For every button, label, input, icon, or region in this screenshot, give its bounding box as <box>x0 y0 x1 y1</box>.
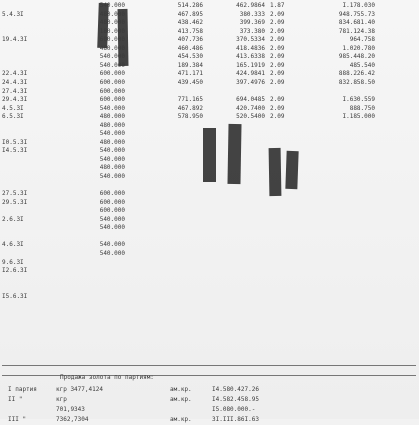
summary-cell-b: 701,9343 <box>56 406 85 413</box>
ledger-cell-date: 19.4.3I <box>2 36 28 44</box>
ledger-row <box>0 182 419 190</box>
ledger-cell-v1: 438.462 <box>177 19 203 27</box>
ledger-cell-amt: 888.226.42 <box>338 70 375 78</box>
ledger-row <box>0 199 419 207</box>
ledger-cell-v1: 407.736 <box>177 36 203 44</box>
ledger-row <box>0 62 419 70</box>
ledger-cell-qty: 540.000 <box>99 2 125 9</box>
ledger-cell-qty: 600.000 <box>99 70 125 78</box>
summary-cell-c: ам.кр. <box>170 416 192 423</box>
ledger-cell-qty: 480.000 <box>99 10 125 18</box>
ledger-cell-amt: 964.758 <box>349 36 375 44</box>
summary-row <box>0 415 419 425</box>
ledger-cell-qty: 480.000 <box>99 19 125 27</box>
ledger-cell-qty: 600.000 <box>99 207 125 215</box>
ledger-cell-amt: 985.448.20 <box>338 53 375 61</box>
summary-row <box>0 395 419 405</box>
ledger-cell-amt: 888.750 <box>349 104 375 112</box>
ledger-cell-rate: 2.09 <box>270 36 285 44</box>
ledger-cell-v2: 370.5334 <box>236 36 265 44</box>
ledger-cell-date: 4.5.3I <box>2 104 24 112</box>
summary-cell-c: ам.кр. <box>170 386 192 393</box>
ledger-cell-rate: 2.09 <box>270 44 285 52</box>
ledger-row <box>0 53 419 61</box>
summary-row <box>0 405 419 415</box>
ledger-cell-rate: 2.09 <box>270 27 285 35</box>
ledger-cell-qty: 540.000 <box>99 241 125 249</box>
ledger-cell-v2: 424.9841 <box>236 70 265 78</box>
ledger-row <box>0 259 419 267</box>
ledger-row <box>0 70 419 78</box>
summary-cell-b: кгр <box>56 396 67 403</box>
summary-cell-d: 3I.III.86I.63 <box>212 416 259 423</box>
ledger-cell-qty: 540.000 <box>99 53 125 61</box>
ledger-cell-qty: 540.000 <box>99 104 125 112</box>
ledger-cell-qty: 600.000 <box>99 87 125 95</box>
ledger-row <box>0 2 419 10</box>
ledger-row <box>0 276 419 284</box>
ledger-cell-date: 22.4.3I <box>2 70 28 78</box>
ledger-row <box>0 19 419 27</box>
ledger-cell-amt: 781.124.38 <box>338 27 375 35</box>
ledger-row <box>0 28 419 36</box>
ledger-cell-rate: 2.09 <box>270 10 285 18</box>
ledger-cell-v1: 439.450 <box>177 78 203 86</box>
ledger-cell-date: 5.4.3I <box>2 10 24 18</box>
ledger-cell-date: I5.6.3I <box>2 292 28 300</box>
ledger-cell-v1: 471.171 <box>177 70 203 78</box>
ledger-cell-v2: 399.369 <box>239 19 265 27</box>
ledger-cell-v1: 771.165 <box>177 96 203 104</box>
ledger-cell-qty: 540.000 <box>99 155 125 163</box>
ledger-cell-v1: 467.892 <box>177 104 203 112</box>
ledger-cell-v1: 514.286 <box>177 2 203 9</box>
ledger-cell-qty: 480.000 <box>99 164 125 172</box>
ledger-cell-v2: 520.5400 <box>236 113 265 121</box>
ledger-cell-rate: 2.09 <box>270 104 285 112</box>
ledger-cell-qty: 540.000 <box>99 147 125 155</box>
ledger-cell-date: 27.5.3I <box>2 190 28 198</box>
ledger-cell-qty: 540.000 <box>99 215 125 223</box>
summary-title: Продажа золота по партиям: <box>60 374 154 381</box>
ledger-cell-v1: 467.895 <box>177 10 203 18</box>
summary-cell-d: I4.580.427.26 <box>212 386 259 393</box>
ledger-cell-qty: 600.000 <box>99 36 125 44</box>
ledger-cell-rate: 2.09 <box>270 96 285 104</box>
ledger-cell-v2: 397.4976 <box>236 78 265 86</box>
ledger-cell-v2: 462.9864 <box>236 2 265 9</box>
ledger-cell-v2: 165.1919 <box>236 61 265 69</box>
ledger-cell-qty: 480.000 <box>99 113 125 121</box>
ledger-cell-qty: 540.000 <box>99 61 125 69</box>
ledger-cell-date: I0.5.3I <box>2 138 28 146</box>
ledger-cell-amt: 1.020.780 <box>342 44 375 52</box>
ledger-cell-qty: 540.000 <box>99 224 125 232</box>
ledger-cell-date: 27.4.3I <box>2 87 28 95</box>
ledger-cell-date: 4.6.3I <box>2 241 24 249</box>
ledger-row <box>0 224 419 232</box>
ledger-cell-qty: 480.000 <box>99 121 125 129</box>
ledger-cell-amt: I.630.559 <box>342 96 375 104</box>
ledger-cell-qty: 480.000 <box>99 138 125 146</box>
ledger-row <box>0 113 419 121</box>
ledger-row <box>0 284 419 292</box>
ledger-cell-qty: 480.000 <box>99 44 125 52</box>
ledger-cell-v2: 420.7400 <box>236 104 265 112</box>
ledger-cell-date: 29.5.3I <box>2 198 28 206</box>
ledger-cell-amt: I.178.030 <box>342 2 375 9</box>
ledger-cell-date: 2.6.3I <box>2 215 24 223</box>
summary-cell-d: I5.080.000.- <box>212 406 256 413</box>
ledger-row <box>0 216 419 224</box>
ledger-row <box>0 267 419 275</box>
ledger-row <box>0 96 419 104</box>
ledger-cell-amt: 832.858.50 <box>338 78 375 86</box>
ledger-row <box>0 301 419 309</box>
ledger-cell-v2: 373.380 <box>239 27 265 35</box>
ledger-row <box>0 88 419 96</box>
ledger-cell-qty: 540.000 <box>99 249 125 257</box>
ledger-cell-qty: 600.000 <box>99 78 125 86</box>
ledger-row <box>0 250 419 258</box>
ledger-row <box>0 130 419 138</box>
ledger-row <box>0 122 419 130</box>
ledger-cell-v1: 460.486 <box>177 44 203 52</box>
ledger-cell-date: 6.5.3I <box>2 113 24 121</box>
ledger-cell-rate: 2.09 <box>270 78 285 86</box>
ledger-cell-qty: 180.000 <box>99 27 125 35</box>
ledger-cell-amt: 834.681.40 <box>338 19 375 27</box>
ledger-cell-v2: 418.4836 <box>236 44 265 52</box>
summary-cell-c: ам.кр. <box>170 396 192 403</box>
summary-cell-a: III " <box>8 416 27 423</box>
ledger-row <box>0 293 419 301</box>
ledger-row <box>0 105 419 113</box>
ledger-cell-v2: 694.0485 <box>236 96 265 104</box>
summary-top-rule <box>2 365 416 366</box>
ledger-row <box>0 139 419 147</box>
summary-cell-a: I партия <box>8 386 37 393</box>
ledger-row <box>0 45 419 53</box>
ledger-row <box>0 207 419 215</box>
summary-cell-a: II " <box>8 396 23 403</box>
ledger-row <box>0 156 419 164</box>
ledger-cell-rate: 2.09 <box>270 70 285 78</box>
ledger-cell-qty: 540.000 <box>99 130 125 138</box>
ledger-cell-rate: 2.09 <box>270 113 285 121</box>
ledger-cell-v1: 189.384 <box>177 61 203 69</box>
summary-row <box>0 385 419 395</box>
summary-cell-b: 7362,7304 <box>56 416 89 423</box>
ledger-row <box>0 147 419 155</box>
ledger-cell-date: 29.4.3I <box>2 96 28 104</box>
ledger-cell-rate: 2.09 <box>270 19 285 27</box>
ledger-cell-rate: 2.09 <box>270 53 285 61</box>
ledger-cell-v2: 413.6338 <box>236 53 265 61</box>
ledger-cell-qty: 600.000 <box>99 96 125 104</box>
ledger-cell-amt: I.185.000 <box>342 113 375 121</box>
ledger-cell-date: 9.6.3I <box>2 258 24 266</box>
ledger-row <box>0 36 419 44</box>
ledger-row <box>0 79 419 87</box>
ledger-cell-amt: 948.755.73 <box>338 10 375 18</box>
ledger-cell-v2: 380.333 <box>239 10 265 18</box>
summary-cell-b: кгр 3477,4124 <box>56 386 103 393</box>
ledger-cell-v1: 578.950 <box>177 113 203 121</box>
ledger-row <box>0 233 419 241</box>
ledger-cell-rate: 1.87 <box>270 2 285 9</box>
ledger-cell-qty: 600.000 <box>99 198 125 206</box>
ledger-row <box>0 11 419 19</box>
ledger-cell-rate: 2.09 <box>270 61 285 69</box>
ledger-cell-amt: 485.540 <box>349 61 375 69</box>
ledger-row <box>0 241 419 249</box>
ledger-cell-date: 24.4.3I <box>2 78 28 86</box>
ledger-cell-qty: 600.000 <box>99 190 125 198</box>
ledger-cell-v1: 454.530 <box>177 53 203 61</box>
ledger-row <box>0 190 419 198</box>
ledger-cell-date: I4.5.3I <box>2 147 28 155</box>
ledger-cell-qty: 540.000 <box>99 173 125 180</box>
ledger-cell-v1: 413.758 <box>177 27 203 35</box>
summary-cell-d: I4.582.458.95 <box>212 396 259 403</box>
ledger-row <box>0 173 419 181</box>
ledger-cell-date: I2.6.3I <box>2 267 28 275</box>
ledger-row <box>0 164 419 172</box>
